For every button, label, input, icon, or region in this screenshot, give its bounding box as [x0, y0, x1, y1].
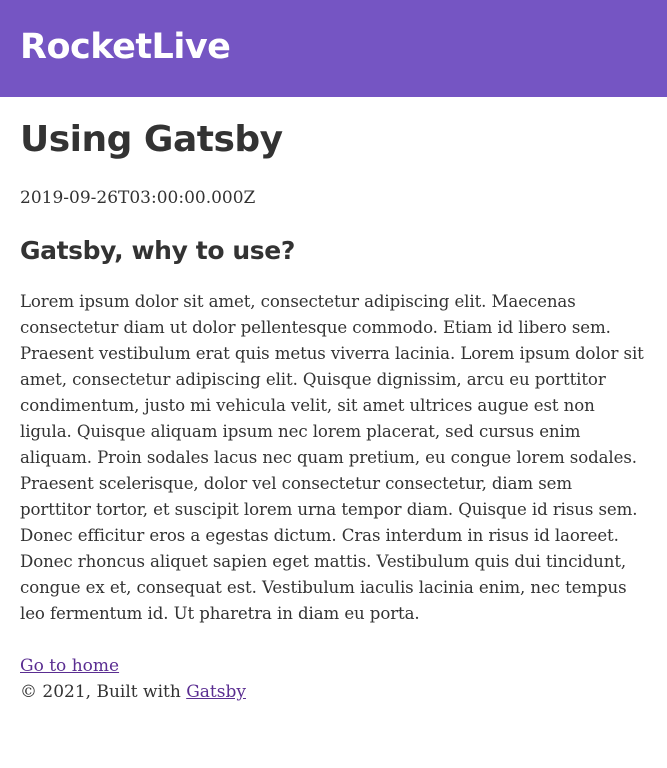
site-header	[0, 0, 667, 97]
site-footer	[0, 679, 667, 705]
go-to-home-link[interactable]: Go to home	[20, 656, 120, 676]
post-subtitle: Gatsby, why to use?	[20, 236, 295, 265]
main-content	[0, 119, 667, 679]
copyright-text: © 2021, Built with	[20, 682, 187, 702]
home-link-container	[20, 653, 647, 679]
post-title: Using Gatsby	[20, 119, 283, 160]
gatsby-link[interactable]: Gatsby	[186, 682, 246, 702]
site-title-link[interactable]: RocketLive	[20, 27, 231, 67]
post-body: Lorem ipsum dolor sit amet, consectetur adipiscing elit. Maecenas consectetur diam ut dolor pellentesque commodo. Etiam id libero sem. Praesent vestibulum erat quis metus viverra lacinia. Lorem ipsum dolor sit amet, consectetur adipiscing elit. Quisque dignissim, arcu eu porttitor condimentum, justo mi vehicula velit, sit amet ultrices augue est non ligula. Quisque aliquam ipsum nec lorem placerat, sed cursus enim aliquam. Proin sodales lacus nec quam pretium, eu congue lorem sodales. Praesent scelerisque, dolor vel consectetur consectetur, diam sem porttitor tortor, et suscipit lorem urna tempor diam. Quisque id risus sem. Donec efficitur eros a egestas dictum. Cras interdum in risus id laoreet. Donec rhoncus aliquet sapien eget mattis. Vestibulum quis dui tincidunt, congue ex et, consequat est. Vestibulum iaculis lacinia enim, nec tempus leo fermentum id. Ut pharetra in diam eu porta.	[20, 292, 644, 623]
post-date: 2019-09-26T03:00:00.000Z	[20, 188, 256, 208]
